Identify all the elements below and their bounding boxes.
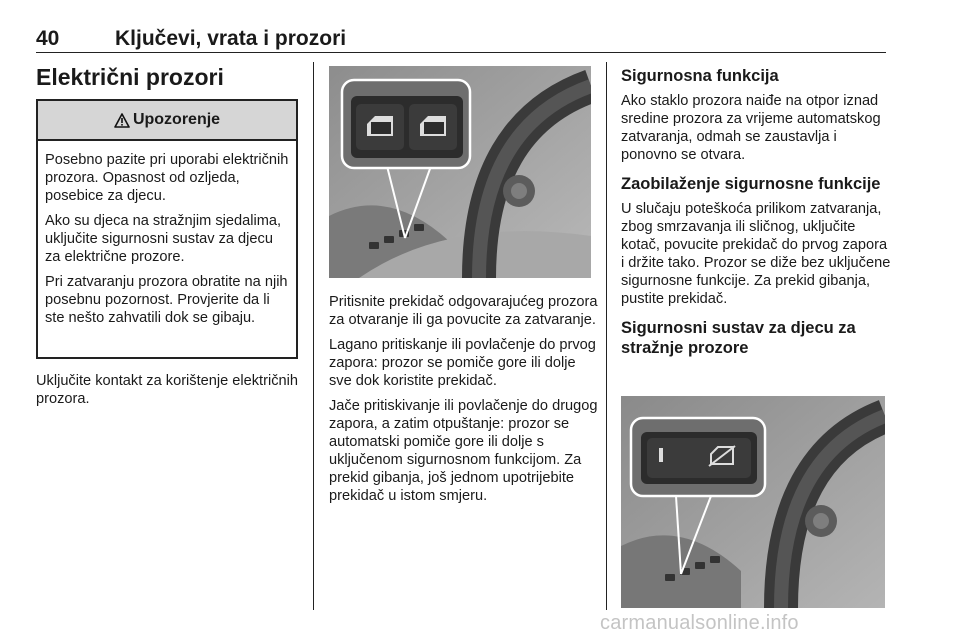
page-number: 40 bbox=[36, 27, 60, 50]
warning-paragraph: Ako su djeca na stražnjim sjedalima, uključite sigurnosni sustav za djecu za električne prozore. bbox=[45, 213, 282, 265]
column1-text bbox=[36, 372, 306, 408]
instruction-paragraph: Pritisnite prekidač odgovarajućeg prozora za otvaranje ili ga povucite za zatvaranje. bbox=[329, 294, 598, 328]
chapter-title: Ključevi, vrata i prozori bbox=[115, 27, 347, 50]
ignition-note: Uključite kontakt za korištenje električnih prozora. bbox=[36, 373, 298, 407]
warning-triangle-icon bbox=[114, 113, 130, 128]
warning-header bbox=[38, 101, 296, 141]
column-divider bbox=[313, 62, 314, 610]
override-text: U slučaju poteškoća prilikom zatvaranja, zbog smrzavanja ili sličnog, uključite kotač, povucite prekidač do prvog zapora i držite tako. Prozor se diže bez uključene sigurnosne funkcije. Za prekid gibanja, pustite prekidač. bbox=[621, 201, 891, 307]
page-header bbox=[36, 24, 886, 53]
instruction-paragraph: Jače pritiskivanje ili povlačenje do drugog zapora, a zatim otpuštanje: prozor se automatski pomiče gore ili dolje s uključenom sigurnosnom funkcijom. Za prekid gibanja, još jednom upotrijebite prekidač u istom smjeru. bbox=[329, 398, 598, 504]
column2-text bbox=[329, 293, 599, 512]
warning-box bbox=[36, 99, 298, 359]
warning-heading: Upozorenje bbox=[132, 111, 221, 128]
safety-function-text: Ako staklo prozora naiđe na otpor iznad sredine prozora za vrijeme automatskog zatvaranja, odmah se zaustavlja i ponovno se otvara. bbox=[621, 93, 881, 163]
warning-body bbox=[38, 141, 296, 327]
watermark: carmanualsonline.info bbox=[600, 612, 799, 634]
column-divider bbox=[606, 62, 607, 610]
child-lock-heading: Sigurnosni sustav za djecu za stražnje prozore bbox=[621, 319, 856, 357]
warning-paragraph: Posebno pazite pri uporabi električnih prozora. Opasnost od ozljeda, posebice za djecu. bbox=[45, 152, 289, 204]
warning-paragraph: Pri zatvaranju prozora obratite na njih posebnu pozornost. Provjerite da li ste nešto zahvatili dok se gibaju. bbox=[45, 274, 288, 326]
window-switch-photo bbox=[329, 66, 591, 278]
column3 bbox=[621, 66, 891, 364]
override-heading: Zaobilaženje sigurnosne funkcije bbox=[621, 175, 881, 193]
section-title: Električni prozori bbox=[36, 64, 224, 90]
safety-function-heading: Sigurnosna funkcija bbox=[621, 67, 779, 85]
instruction-paragraph: Lagano pritiskanje ili povlačenje do prvog zapora: prozor se pomiče gore ili dolje sve dok koristite prekidač. bbox=[329, 337, 596, 389]
child-lock-photo bbox=[621, 396, 885, 608]
